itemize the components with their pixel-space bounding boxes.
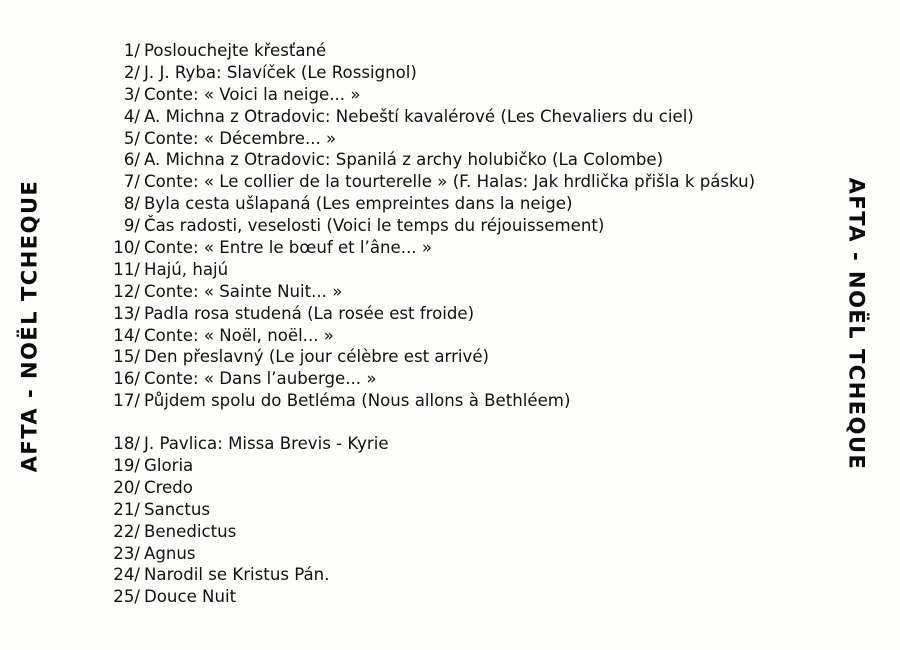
- spine-title-left: AFTA - NOËL TCHEQUE: [17, 179, 42, 473]
- track-number: 12/: [113, 281, 140, 301]
- track-title: J. Pavlica: Missa Brevis - Kyrie: [144, 434, 389, 454]
- track-number: 5/: [123, 128, 140, 148]
- track-item: [104, 84, 755, 106]
- track-number: 18/: [113, 434, 140, 454]
- track-number: 20/: [113, 477, 140, 497]
- track-item: [104, 149, 755, 171]
- track-number: 10/: [113, 238, 140, 258]
- track-title: Benedictus: [144, 521, 237, 541]
- track-item: [104, 106, 755, 128]
- track-title: A. Michna z Otradovic: Nebeští kavalérové (Les Chevaliers du ciel): [144, 106, 694, 126]
- track-list: [104, 40, 755, 608]
- track-number: 13/: [113, 303, 140, 323]
- track-number: 2/: [123, 62, 140, 82]
- track-number: 21/: [113, 499, 140, 519]
- track-item: [104, 193, 755, 215]
- track-number: 24/: [113, 565, 140, 585]
- track-title: Padla rosa studená (La rosée est froide): [144, 303, 475, 323]
- track-item: [104, 564, 755, 586]
- track-number: 1/: [123, 41, 140, 60]
- track-item: [104, 433, 755, 455]
- track-number: 4/: [123, 106, 140, 126]
- track-item: [104, 237, 755, 259]
- spine-title-right: AFTA - NOËL TCHEQUE: [844, 177, 869, 471]
- track-title: Credo: [144, 477, 193, 497]
- track-item: [104, 281, 755, 303]
- track-item: [104, 543, 755, 565]
- track-item: [104, 259, 755, 281]
- track-title: A. Michna z Otradovic: Spanilá z archy holubičko (La Colombe): [144, 150, 664, 170]
- track-item: [104, 368, 755, 390]
- track-title: Conte: « Décembre... »: [144, 128, 337, 148]
- track-item: [104, 171, 755, 193]
- track-item: [104, 215, 755, 237]
- track-title: Půjdem spolu do Betléma (Nous allons à Bethléem): [144, 391, 571, 411]
- track-title: Sanctus: [144, 499, 211, 519]
- track-title: Gloria: [144, 456, 194, 476]
- track-number: 22/: [113, 521, 140, 541]
- track-number: 16/: [113, 369, 140, 389]
- track-item: [104, 586, 755, 608]
- track-title: Hajú, hajú: [144, 259, 229, 279]
- track-title: Byla cesta ušlapaná (Les empreintes dans la neige): [144, 194, 573, 214]
- track-item: [104, 62, 755, 84]
- track-title: Den přeslavný (Le jour célèbre est arrivé): [144, 347, 490, 367]
- track-item: [104, 477, 755, 499]
- track-item: [104, 390, 755, 412]
- track-number: 23/: [113, 543, 140, 563]
- track-number: 8/: [123, 194, 140, 214]
- track-number: 17/: [113, 391, 140, 411]
- track-number: 11/: [113, 259, 140, 279]
- track-title: Čas radosti, veselosti (Voici le temps du réjouissement): [144, 216, 605, 236]
- track-title: Conte: « Le collier de la tourterelle » (F. Halas: Jak hrdlička přišla k pásku): [144, 172, 756, 192]
- track-item: [104, 346, 755, 368]
- track-number: 25/: [113, 587, 140, 607]
- track-item: [104, 521, 755, 543]
- track-number: 15/: [113, 347, 140, 367]
- track-number: 19/: [113, 456, 140, 476]
- track-item: [104, 40, 755, 62]
- track-number: 9/: [123, 216, 140, 236]
- track-title: Conte: « Voici la neige... »: [144, 84, 361, 104]
- track-item: [104, 455, 755, 477]
- track-number: 3/: [123, 84, 140, 104]
- track-item: [104, 128, 755, 150]
- track-title: Narodil se Kristus Pán.: [144, 565, 330, 585]
- track-title: Conte: « Sainte Nuit... »: [144, 281, 343, 301]
- track-item: [104, 499, 755, 521]
- track-title: Conte: « Dans l’auberge... »: [144, 369, 377, 389]
- track-title: Poslouchejte křesťané: [144, 41, 327, 60]
- track-title: Agnus: [144, 543, 196, 563]
- track-number: 6/: [123, 150, 140, 170]
- track-item: [104, 303, 755, 325]
- track-title: Conte: « Noël, noël... »: [144, 325, 334, 345]
- track-title: Conte: « Entre le bœuf et l’âne... »: [144, 238, 432, 258]
- track-title: J. J. Ryba: Slavíček (Le Rossignol): [144, 62, 417, 82]
- track-item: [104, 325, 755, 347]
- track-number: 14/: [113, 325, 140, 345]
- track-number: 7/: [123, 172, 140, 192]
- track-title: Douce Nuit: [144, 587, 237, 607]
